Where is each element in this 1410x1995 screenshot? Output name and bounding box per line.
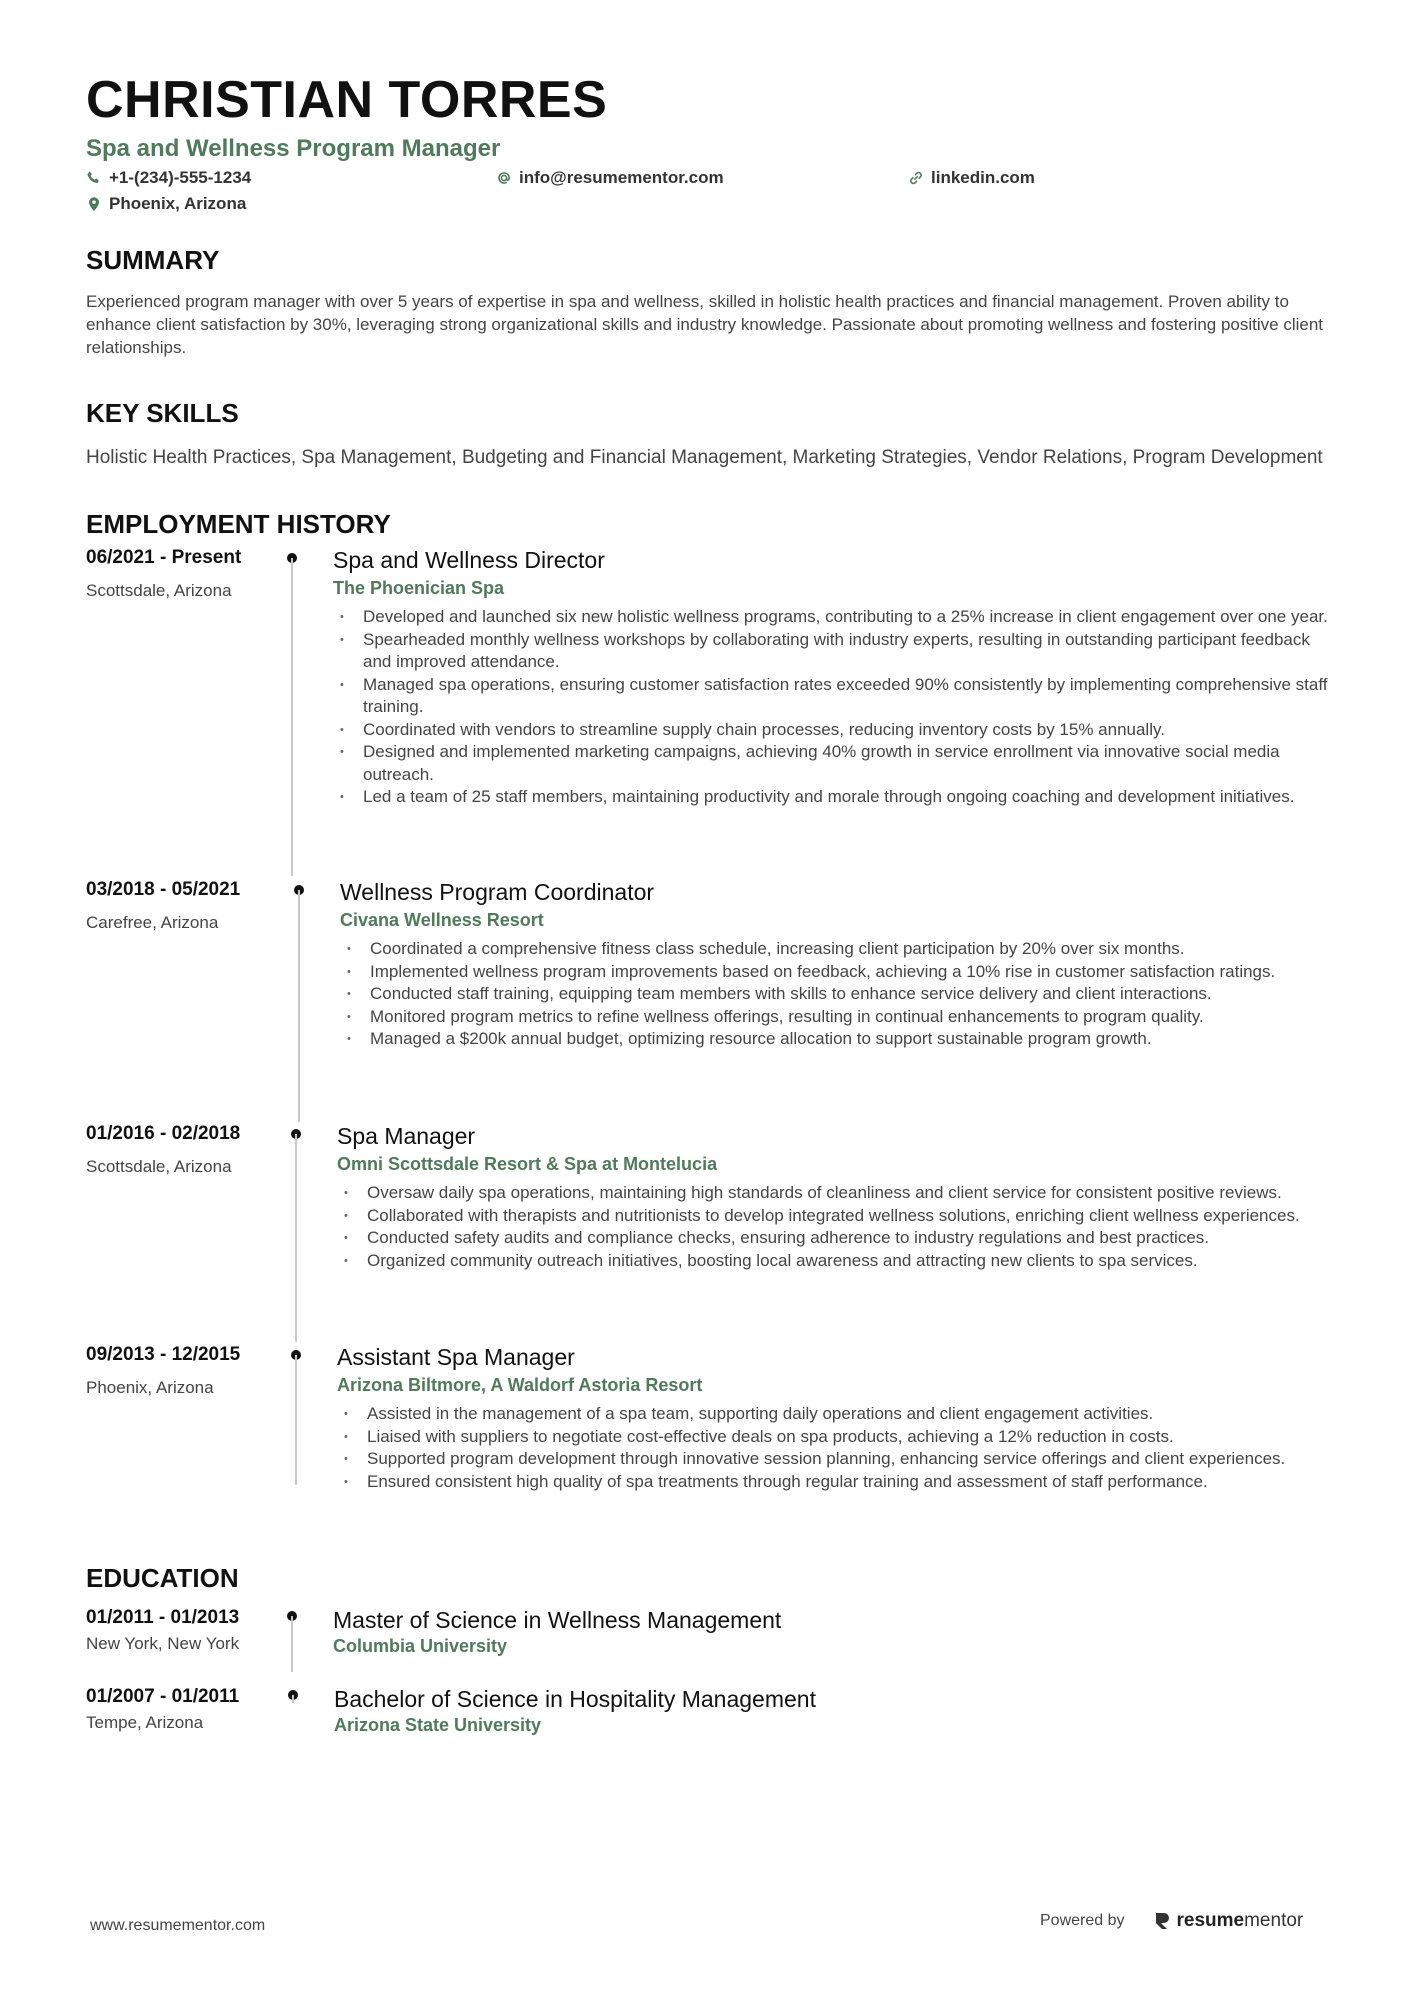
skills-section: [86, 397, 1326, 470]
job-role: Spa Manager: [337, 1123, 476, 1149]
employment-list: [86, 546, 1326, 1542]
education-section: [86, 1562, 1326, 1746]
job-company: Omni Scottsdale Resort & Spa at Montelucia: [337, 1154, 718, 1174]
list-item: • Oversaw daily spa operations, maintaining high standards of cleanliness and client service for consistent positive reviews.: [337, 1182, 1332, 1205]
contact-linkedin[interactable]: [908, 168, 1035, 188]
brand-name-bold: resume: [1176, 1910, 1245, 1931]
summary-heading: SUMMARY: [86, 245, 220, 275]
list-item: • Designed and implemented marketing campaigns, achieving 40% growth in service enrollment via innovative social media outreach.: [333, 741, 1333, 786]
list-item: • Managed spa operations, ensuring customer satisfaction rates exceeded 90% consistently by implementing comprehensive staff training.: [333, 674, 1333, 719]
footer-website[interactable]: www.resumementor.com: [90, 1917, 266, 1934]
list-item: • Developed and launched six new holistic wellness programs, contributing to a 25% increase in client engagement over one year.: [333, 606, 1333, 629]
list-item: • Conducted safety audits and compliance checks, ensuring adherence to industry regulations and best practices.: [337, 1227, 1332, 1250]
job-role: Spa and Wellness Director: [333, 547, 605, 573]
job-dates: 03/2018 - 05/2021: [86, 879, 241, 900]
job-company: The Phoenician Spa: [333, 578, 505, 598]
email-text: info@resumementor.com: [519, 168, 724, 187]
education-heading: EDUCATION: [86, 1563, 239, 1593]
list-item: • Led a team of 25 staff members, maintaining productivity and morale through ongoing coaching and development initiatives.: [333, 786, 1333, 809]
education-list: [86, 1606, 1326, 1746]
contact-email[interactable]: [496, 168, 724, 188]
contact-location: [86, 194, 246, 214]
list-item: • Liaised with suppliers to negotiate cost-effective deals on spa products, achieving a 12% reduction in costs.: [337, 1426, 1332, 1449]
timeline-line: [292, 1695, 294, 1703]
job-dates: 06/2021 - Present: [86, 547, 242, 568]
timeline-line: [295, 1355, 297, 1485]
list-item: • Collaborated with therapists and nutritionists to develop integrated wellness solutions, enriching client wellness experiences.: [337, 1205, 1332, 1228]
job-bullets: [333, 606, 1333, 809]
job-dates: 09/2013 - 12/2015: [86, 1344, 241, 1365]
brand-logo-icon: [1153, 1911, 1171, 1931]
link-icon: [908, 170, 924, 186]
map-pin-icon: [86, 196, 102, 212]
phone-icon: [86, 170, 102, 186]
timeline-line: [291, 558, 293, 876]
contact-info: [86, 168, 1326, 220]
education-school: Columbia University: [333, 1636, 508, 1656]
list-item: • Coordinated a comprehensive fitness class schedule, increasing client participation by 20% over six months.: [340, 938, 1330, 961]
job-role: Wellness Program Coordinator: [340, 879, 655, 905]
candidate-title: Spa and Wellness Program Manager: [86, 135, 501, 162]
timeline-line: [291, 1616, 293, 1672]
resume-page: [86, 70, 1326, 1746]
list-item: • Monitored program metrics to refine wellness offerings, resulting in continual enhancements to program quality.: [340, 1006, 1330, 1029]
job-location: Scottsdale, Arizona: [86, 1157, 232, 1176]
brand-logo[interactable]: [1153, 1910, 1304, 1932]
skills-text: Holistic Health Practices, Spa Management, Budgeting and Financial Management, Marketing Strategies, Vendor Relations, Program Development: [86, 447, 1323, 468]
skills-heading: KEY SKILLS: [86, 398, 239, 428]
list-item: • Spearheaded monthly wellness workshops by collaborating with industry experts, resulting in outstanding participant feedback and improved attendance.: [333, 629, 1333, 674]
summary-text: Experienced program manager with over 5 years of expertise in spa and wellness, skilled in holistic health practices and financial management. Proven ability to enhance client satisfaction by 30%, leveraging strong organizational skills and industry knowledge. Passionate about promoting wellness and fostering positive client relationships.: [86, 292, 1323, 357]
education-degree: Master of Science in Wellness Management: [333, 1607, 782, 1633]
timeline-line: [298, 890, 300, 1122]
education-degree: Bachelor of Science in Hospitality Management: [334, 1686, 816, 1712]
contact-phone[interactable]: [86, 168, 251, 188]
list-item: • Conducted staff training, equipping team members with skills to enhance service delivery and client interactions.: [340, 983, 1330, 1006]
education-school: Arizona State University: [334, 1715, 542, 1735]
job-location: Phoenix, Arizona: [86, 1378, 214, 1397]
education-location: New York, New York: [86, 1634, 240, 1653]
education-dates: 01/2007 - 01/2011: [86, 1686, 240, 1707]
list-item: • Organized community outreach initiatives, boosting local awareness and attracting new clients to spa services.: [337, 1250, 1332, 1273]
job-bullets: [337, 1403, 1332, 1493]
list-item: • Supported program development through innovative session planning, enhancing service offerings and client experiences.: [337, 1448, 1332, 1471]
linkedin-text: linkedin.com: [931, 168, 1035, 187]
list-item: • Ensured consistent high quality of spa treatments through regular training and assessment of staff performance.: [337, 1471, 1332, 1494]
timeline-line: [295, 1134, 297, 1342]
job-role: Assistant Spa Manager: [337, 1344, 575, 1370]
at-icon: [496, 170, 512, 186]
list-item: • Managed a $200k annual budget, optimizing resource allocation to support sustainable program growth.: [340, 1028, 1330, 1051]
list-item: • Coordinated with vendors to streamline supply chain processes, reducing inventory costs by 15% annually.: [333, 719, 1333, 742]
list-item: • Assisted in the management of a spa team, supporting daily operations and client engagement activities.: [337, 1403, 1332, 1426]
education-location: Tempe, Arizona: [86, 1713, 204, 1732]
phone-text: +1-(234)-555-1234: [109, 168, 252, 187]
location-text: Phoenix, Arizona: [109, 194, 247, 213]
employment-section: [86, 508, 1326, 1542]
education-dates: 01/2011 - 01/2013: [86, 1607, 240, 1628]
job-company: Arizona Biltmore, A Waldorf Astoria Resort: [337, 1375, 703, 1395]
job-dates: 01/2016 - 02/2018: [86, 1123, 241, 1144]
list-item: • Implemented wellness program improvements based on feedback, achieving a 10% rise in customer satisfaction ratings.: [340, 961, 1330, 984]
candidate-name: CHRISTIAN TORRES: [86, 71, 608, 129]
powered-by-label: Powered by: [1040, 1912, 1125, 1929]
footer-brand: [1040, 1910, 1303, 1932]
job-company: Civana Wellness Resort: [340, 910, 544, 930]
job-bullets: [337, 1182, 1332, 1272]
job-bullets: [340, 938, 1330, 1051]
summary-section: [86, 244, 1326, 359]
job-location: Scottsdale, Arizona: [86, 581, 232, 600]
brand-name-light: mentor: [1244, 1910, 1304, 1931]
job-location: Carefree, Arizona: [86, 913, 219, 932]
employment-heading: EMPLOYMENT HISTORY: [86, 509, 391, 539]
